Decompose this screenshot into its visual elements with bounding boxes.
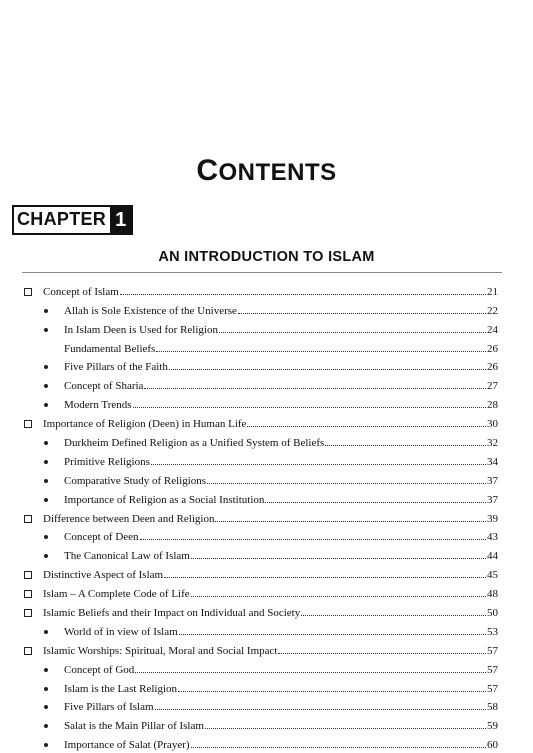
toc-entry[interactable] [0, 564, 533, 583]
dot-leader [169, 368, 486, 370]
toc-page-number: 59 [487, 720, 498, 733]
divider [22, 272, 502, 273]
checkbox-icon [24, 647, 32, 655]
toc-page-number: 57 [487, 663, 498, 676]
toc-entry[interactable] [0, 734, 533, 753]
title-rest: ONTENTS [218, 159, 337, 186]
bullet-icon [44, 365, 48, 369]
toc-page-number: 32 [487, 437, 498, 450]
toc-entry[interactable] [0, 375, 533, 394]
toc-entry-text: The Canonical Law of Islam [64, 550, 190, 563]
dot-leader [238, 312, 486, 314]
toc-entry-line [64, 380, 498, 392]
toc-entry-text: Islamic Beliefs and their Impact on Individual and Society [43, 607, 301, 620]
toc-entry[interactable] [0, 659, 533, 678]
toc-page-number: 53 [487, 625, 498, 638]
toc-page-number: 26 [487, 342, 498, 355]
checkbox-icon [24, 288, 32, 296]
chapter-number: 1 [110, 207, 131, 233]
dot-leader [151, 463, 486, 465]
toc-entry-line [64, 343, 498, 355]
bullet-icon [44, 384, 48, 388]
toc-entry-line [64, 720, 498, 732]
checkbox-icon [24, 571, 32, 579]
toc-entry-text: Islam is the Last Religion [64, 682, 178, 695]
toc-entry-line [64, 437, 498, 449]
dot-leader [140, 538, 486, 540]
toc-page-number: 26 [487, 361, 498, 374]
toc-entry-text: Concept of Islam [43, 285, 119, 298]
toc-entry-line [64, 305, 498, 317]
toc-entry[interactable] [0, 640, 533, 659]
toc-entry[interactable] [0, 357, 533, 376]
bullet-icon [44, 479, 48, 483]
toc-page-number: 30 [487, 418, 498, 431]
toc-entry-text: Importance of Religion as a Social Institution [64, 493, 265, 506]
bullet-icon [44, 743, 48, 747]
toc-entry[interactable] [0, 451, 533, 470]
toc-page-number: 60 [487, 739, 498, 752]
toc-entry-text: Modern Trends [64, 399, 132, 412]
toc-entry-line [64, 361, 498, 373]
toc-entry-line [43, 588, 498, 600]
toc-entry-line [43, 513, 498, 525]
toc-page-number: 22 [487, 304, 498, 317]
toc-entry[interactable] [0, 508, 533, 527]
toc-page-number: 37 [487, 493, 498, 506]
toc-entry-text: Salat is the Main Pillar of Islam [64, 720, 204, 733]
toc-entry[interactable] [0, 489, 533, 508]
title-initial: C [196, 154, 219, 187]
toc-page-number: 48 [487, 588, 498, 601]
toc-entry-text: Concept of Sharia [64, 380, 144, 393]
bullet-icon [44, 309, 48, 313]
toc-entry-line [64, 324, 498, 336]
bullet-icon [44, 535, 48, 539]
toc-entry[interactable] [0, 527, 533, 546]
toc-entry[interactable] [0, 678, 533, 697]
toc-entry-text: Durkheim Defined Religion as a Unified System of Beliefs [64, 437, 325, 450]
toc-page-number: 34 [487, 455, 498, 468]
toc-entry-line [64, 456, 498, 468]
dot-leader [178, 690, 486, 692]
bullet-icon [44, 498, 48, 502]
bullet-icon [44, 668, 48, 672]
dot-leader [278, 652, 486, 654]
toc-page-number: 57 [487, 682, 498, 695]
bullet-icon [44, 554, 48, 558]
toc-page-number: 37 [487, 474, 498, 487]
toc-page-number: 24 [487, 323, 498, 336]
toc-entry-line [64, 701, 498, 713]
toc-page-number: 50 [487, 607, 498, 620]
toc-page-number: 57 [487, 644, 498, 657]
dot-leader [120, 293, 486, 295]
toc-entry-line [64, 739, 498, 751]
toc-entry-text: Comparative Study of Religions [64, 474, 207, 487]
checkbox-icon [24, 609, 32, 617]
toc-entry-line [64, 531, 498, 543]
dot-leader [179, 633, 486, 635]
bullet-icon [44, 724, 48, 728]
bullet-icon [44, 328, 48, 332]
checkbox-icon [24, 515, 32, 523]
bullet-icon [44, 687, 48, 691]
toc-entry-text: Fundamental Beliefs [64, 342, 156, 355]
toc-entry[interactable] [0, 545, 533, 564]
bullet-icon [44, 460, 48, 464]
toc-page-number: 45 [487, 569, 498, 582]
toc-entry-text: Importance of Salat (Prayer) [64, 739, 190, 752]
dot-leader [265, 501, 486, 503]
toc-entry-line [64, 550, 498, 562]
toc-entry[interactable] [0, 413, 533, 432]
toc-entry-text: Primitive Religions [64, 455, 150, 468]
dot-leader [135, 671, 486, 673]
toc-page-number: 58 [487, 701, 498, 714]
checkbox-icon [24, 590, 32, 598]
toc-entry-text: In Islam Deen is Used for Religion [64, 323, 218, 336]
toc-entry-line [64, 683, 498, 695]
toc-entry-line [43, 286, 498, 298]
checkbox-icon [24, 420, 32, 428]
toc-entry[interactable] [0, 281, 533, 300]
toc-entry[interactable] [0, 338, 533, 357]
dot-leader [191, 557, 486, 559]
toc-entry-text: Five Pillars of Islam [64, 701, 154, 714]
toc-entry-line [64, 664, 498, 676]
dot-leader [133, 406, 486, 408]
toc-entry-line [64, 494, 498, 506]
dot-leader [301, 614, 486, 616]
dot-leader [191, 595, 486, 597]
toc-entry-text: Islam – A Complete Code of Life [43, 588, 190, 601]
bullet-icon [44, 630, 48, 634]
dot-leader [164, 576, 486, 578]
dot-leader [144, 387, 486, 389]
toc-entry-line [43, 569, 498, 581]
chapter-word: CHAPTER [17, 209, 107, 229]
toc-entry-line [43, 645, 498, 657]
dot-leader [247, 425, 486, 427]
toc-entry-line [64, 399, 498, 411]
toc-entry-line [64, 475, 498, 487]
toc-entry-line [43, 607, 498, 619]
table-of-contents [0, 281, 533, 753]
dot-leader [215, 520, 486, 522]
toc-page-number: 39 [487, 512, 498, 525]
bullet-icon [44, 705, 48, 709]
toc-page-number: 43 [487, 531, 498, 544]
toc-entry-line [43, 418, 498, 430]
toc-entry-text: Concept of God [64, 663, 135, 676]
toc-page-number: 27 [487, 380, 498, 393]
toc-entry[interactable] [0, 470, 533, 489]
dot-leader [207, 482, 486, 484]
dot-leader [325, 444, 486, 446]
toc-entry[interactable] [0, 715, 533, 734]
toc-entry[interactable] [0, 300, 533, 319]
toc-entry[interactable] [0, 621, 533, 640]
toc-entry[interactable] [0, 697, 533, 716]
toc-entry-text: World of in view of Islam [64, 625, 178, 638]
bullet-icon [44, 441, 48, 445]
toc-entry[interactable] [0, 319, 533, 338]
dot-leader [191, 746, 486, 748]
toc-entry[interactable] [0, 394, 533, 413]
page-title [0, 154, 533, 188]
bullet-icon [44, 403, 48, 407]
toc-entry-text: Concept of Deen [64, 531, 139, 544]
toc-page-number: 28 [487, 399, 498, 412]
toc-entry[interactable] [0, 602, 533, 621]
chapter-title: AN INTRODUCTION TO ISLAM [158, 249, 375, 265]
dot-leader [219, 331, 486, 333]
toc-entry-text: Importance of Religion (Deen) in Human Life [43, 418, 247, 431]
dot-leader [156, 350, 486, 352]
toc-entry-text: Five Pillars of the Faith [64, 361, 168, 374]
dot-leader [205, 727, 486, 729]
toc-entry-text: Distinctive Aspect of Islam [43, 569, 164, 582]
toc-entry-text: Islamic Worships: Spiritual, Moral and Social Impact [43, 644, 278, 657]
toc-entry[interactable] [0, 432, 533, 451]
toc-page-number: 44 [487, 550, 498, 563]
dot-leader [155, 708, 486, 710]
toc-page-number: 21 [487, 285, 498, 298]
toc-entry-text: Difference between Deen and Religion [43, 512, 215, 525]
toc-entry-line [64, 626, 498, 638]
toc-entry[interactable] [0, 583, 533, 602]
chapter-label [12, 205, 133, 235]
toc-entry-text: Allah is Sole Existence of the Universe [64, 304, 237, 317]
